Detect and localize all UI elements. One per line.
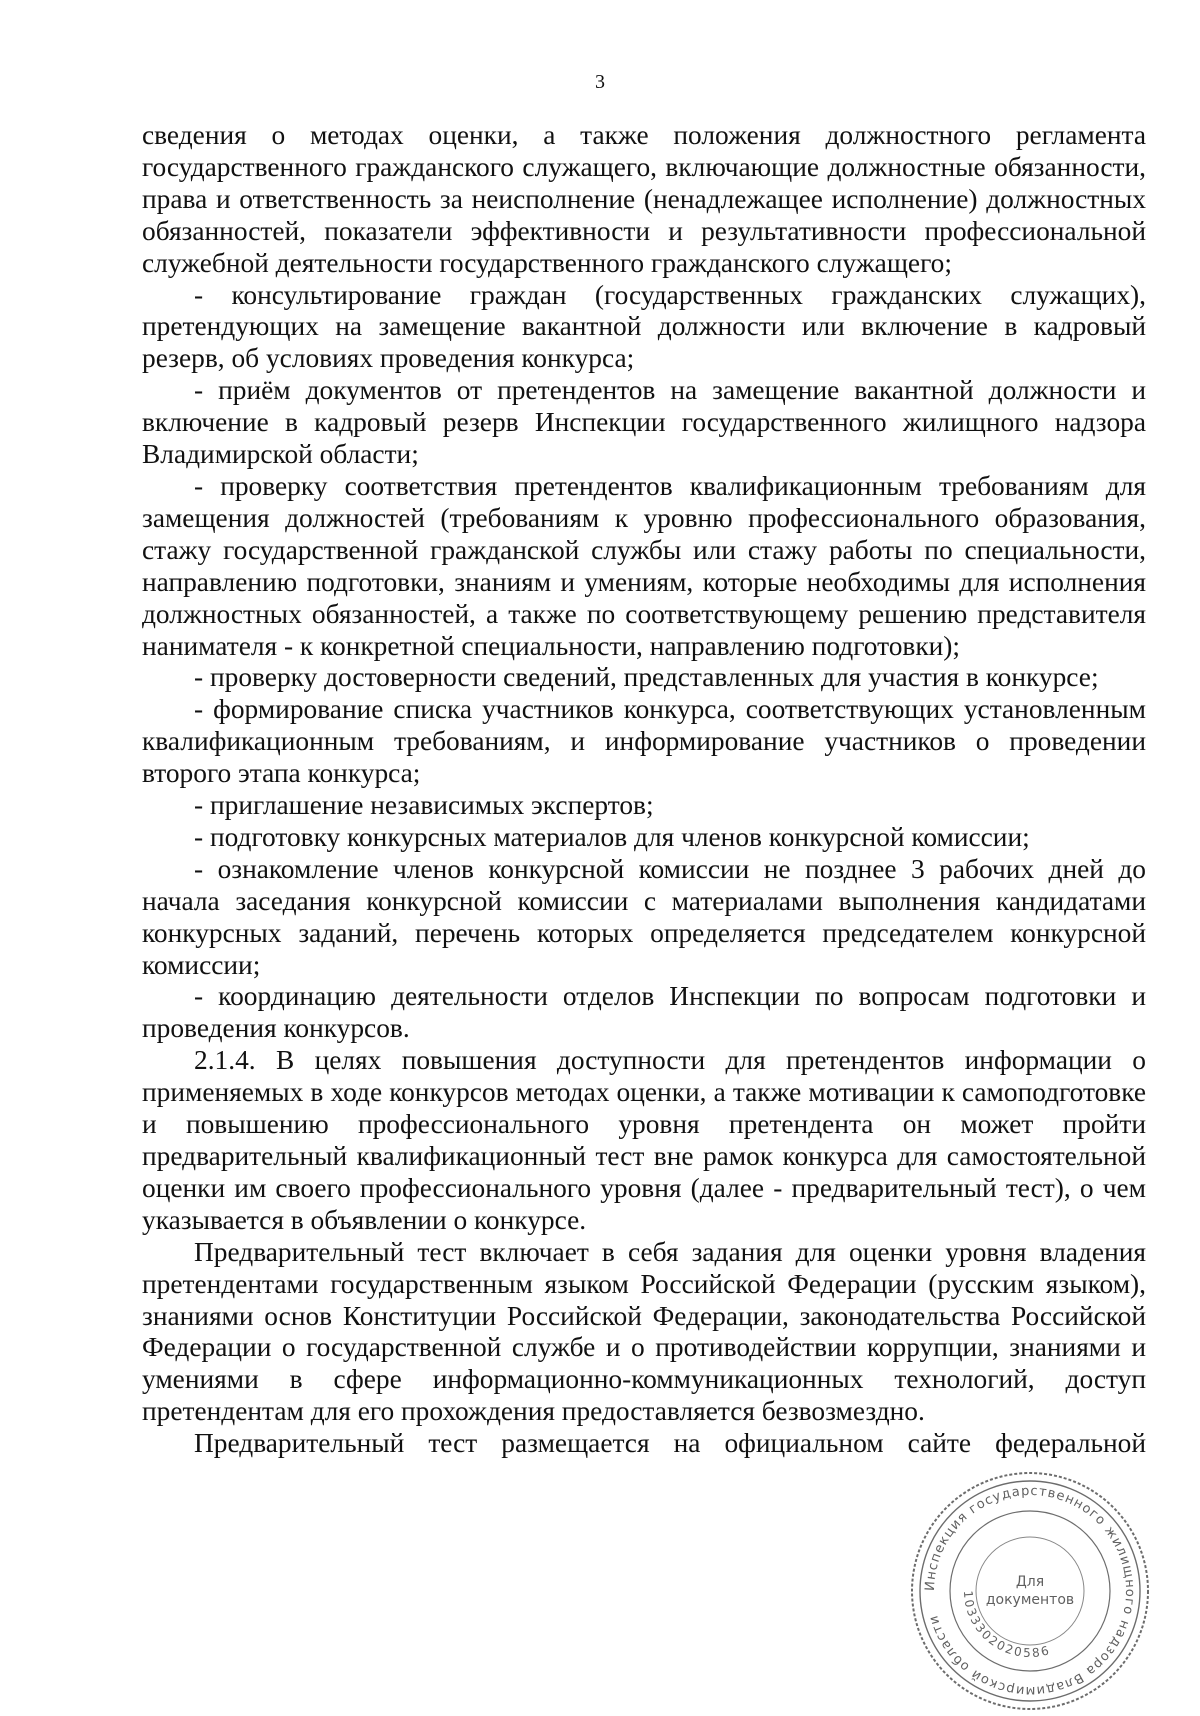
list-item-experts: - приглашение независимых экспертов; — [194, 790, 654, 821]
list-item-coordination: - координацию деятельности отделов Инспекции по вопросам подготовки и проведения конкурсов. — [142, 981, 1146, 1044]
official-seal-stamp — [905, 1466, 1155, 1716]
seal-center-line2: документов — [985, 1592, 1075, 1608]
seal-center-line1: Для — [1015, 1574, 1045, 1590]
section-2-1-4: 2.1.4. В целях повышения доступности для претендентов информации о применяемых в ходе конкурсов методах оценки, а также мотивации к самоподготовке и повышению профессионального уровня претендента он может пройти предварительный квалификационный тест вне рамок конкурса для самостоятельной оценки им своего профессионального уровня (далее - предварительный тест), о чем указывается в объявлении о конкурсе. — [142, 1045, 1146, 1235]
list-item-document-intake: - приём документов от претендентов на замещение вакантной должности и включение в кадровый резерв Инспекции государственного жилищного надзора Владимирской области; — [142, 375, 1146, 470]
list-item-familiarization: - ознакомление членов конкурсной комиссии не позднее 3 рабочих дней до начала заседания конкурсной комиссии с материалами выполнения кандидатами конкурсных заданий, перечень которых определяется председателем конкурсной комиссии; — [142, 853, 1146, 980]
document-body — [142, 120, 1146, 1460]
list-item-consulting: - консультирование граждан (государственных гражданских служащих), претендующих на замещение вакантной должности или включение в кадровый резерв, об условиях проведения конкурса; — [142, 279, 1146, 374]
svg-text:Инспекция государственного жил — [923, 1484, 1137, 1698]
list-item-verification: - проверку достоверности сведений, представленных для участия в конкурсе; — [194, 662, 1099, 693]
paragraph-evaluation-info: сведения о методах оценки, а также положения должностного регламента государственного гражданского служащего, включающие должностные обязанности, права и ответственность за неисполнение (ненадлежащее исполнение) должностных обязанностей, показатели эффективности и результативности профессиональной служебной деятельности государственного гражданского служащего; — [142, 120, 1146, 278]
list-item-participant-list: - формирование списка участников конкурса, соответствующих установленным квалификационным требованиям, и информирование участников о проведении второго этапа конкурса; — [142, 694, 1146, 789]
list-item-materials: - подготовку конкурсных материалов для членов конкурсной комиссии; — [194, 821, 1030, 852]
seal-outer-text: Инспекция государственного жилищного надзора Владимирской области — [922, 1483, 1138, 1699]
paragraph-preliminary-test-content: Предварительный тест включает в себя задания для оценки уровня владения претендентами государственным языком Российской Федерации (русским языком), знаниями основ Конституции Российской Федерации, законодательства Российской Федерации о государственной службе и о противодействии коррупции, знаниями и умениями в сфере информационно-коммуникационных технологий, доступ претендентам для его прохождения предоставляется безвозмездно. — [142, 1236, 1146, 1427]
seal-number-text: 1033302020586 — [960, 1590, 1053, 1661]
page-number: 3 — [595, 71, 605, 93]
paragraph-preliminary-test-placement: Предварительный тест размещается на официальном сайте федеральной — [194, 1428, 1146, 1459]
list-item-qualification-check: - проверку соответствия претендентов квалификационным требованиям для замещения должностей (требованиям к уровню профессионального образования, стажу государственной гражданской службы или стажу работы по специальности, направлению подготовки, знаниям и умениям, которые необходимы для исполнения должностных обязанностей, а также по соответствующему решению представителя нанимателя - к конкретной специальности, направлению подготовки); — [142, 470, 1146, 661]
